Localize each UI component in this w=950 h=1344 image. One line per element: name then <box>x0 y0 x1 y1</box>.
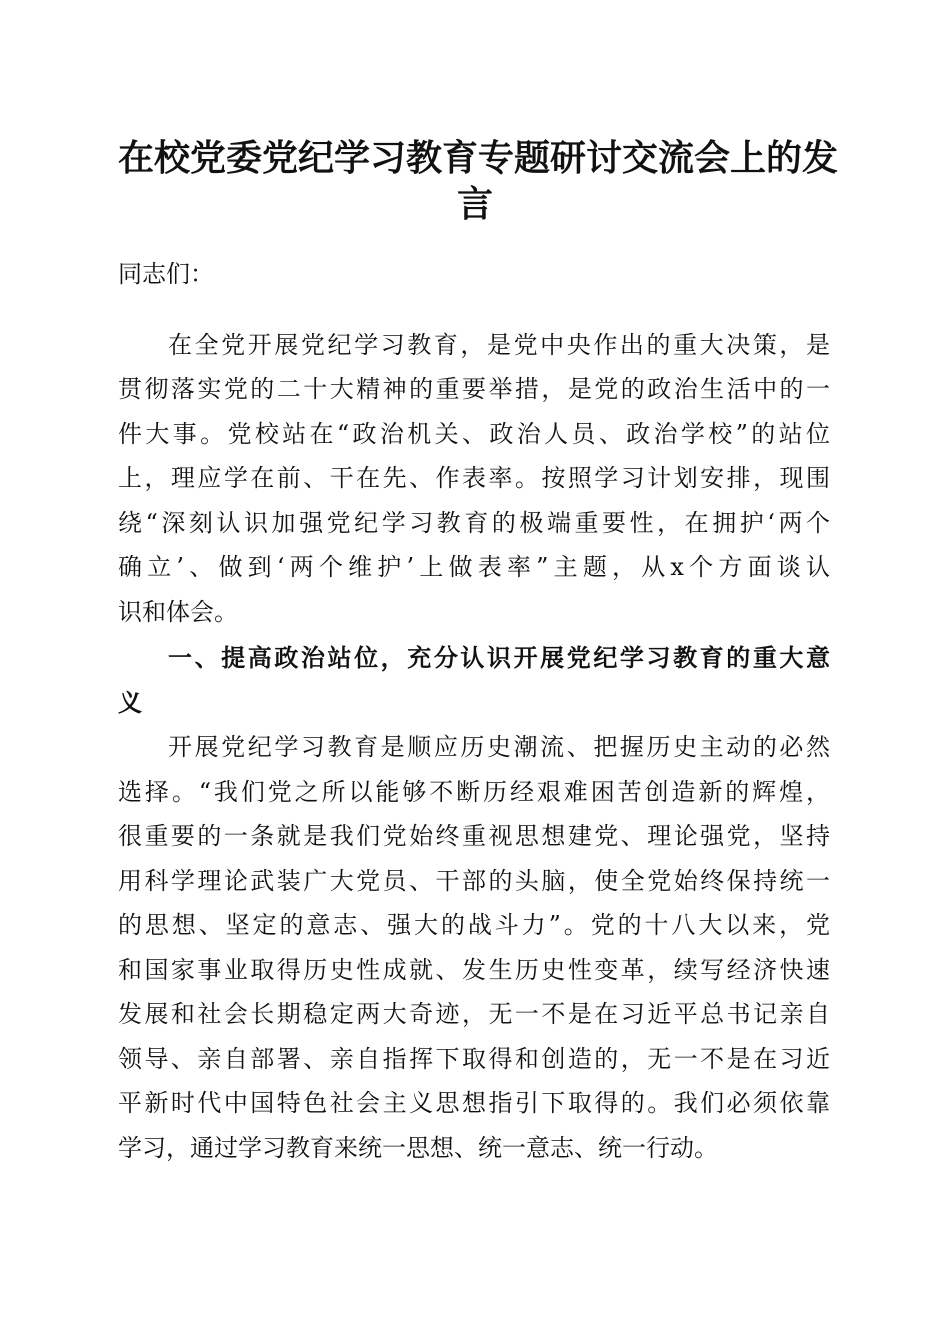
salutation: 同志们： <box>118 260 214 288</box>
text-line: 在全党开展党纪学习教育，是党中央作出的重大决策，是 <box>168 330 830 359</box>
text-line: 领导、亲自部署、亲自指挥下取得和创造的，无一不是在习近 <box>118 1044 830 1073</box>
text-line: 识和体会。 <box>118 597 238 626</box>
text-line: 和国家事业取得历史性成就、发生历史性变革，续写经济快速 <box>118 955 830 984</box>
text-line: 的思想、坚定的意志、强大的战斗力”。党的十八大以来，党 <box>118 911 830 939</box>
text-line: 贯彻落实党的二十大精神的重要举措，是党的政治生活中的一 <box>118 375 830 403</box>
body-paragraph <box>118 725 830 1170</box>
text-line: 件大事。党校站在“政治机关、政治人员、政治学校”的站位 <box>118 419 830 448</box>
text-line: 选择。“我们党之所以能够不断历经艰难困苦创造新的辉煌， <box>118 777 830 806</box>
text-line: 确立’、做到‘两个维护’上做表率”主题，从x个方面谈认 <box>118 553 830 581</box>
document-title <box>118 135 839 227</box>
text-line: 上，理应学在前、干在先、作表率。按照学习计划安排，现围 <box>118 464 830 492</box>
text-line: 用科学理论武装广大党员、干部的头脑，使全党始终保持统一 <box>118 866 830 895</box>
title-line: 在校党委党纪学习教育专题研讨交流会上的发 <box>118 137 839 179</box>
text-line: 发展和社会长期稳定两大奇迹，无一不是在习近平总书记亲自 <box>118 1000 830 1028</box>
text-line: 一、提高政治站位，充分认识开展党纪学习教育的重大意 <box>168 643 830 672</box>
text-line: 义 <box>118 687 142 717</box>
text-line: 很重要的一条就是我们党始终重视思想建党、理论强党，坚持 <box>118 822 830 850</box>
text-line: 绕“深刻认识加强党纪学习教育的极端重要性，在拥护‘两个 <box>118 508 830 537</box>
section-heading <box>118 636 830 725</box>
document-body <box>118 252 830 1170</box>
text-line: 学习，通过学习教育来统一思想、统一意志、统一行动。 <box>118 1133 718 1162</box>
title-line: 言 <box>456 183 493 225</box>
text-line: 平新时代中国特色社会主义思想指引下取得的。我们必须依靠 <box>118 1089 830 1117</box>
text-line: 开展党纪学习教育是顺应历史潮流、把握历史主动的必然 <box>168 733 830 761</box>
body-paragraph <box>118 323 830 635</box>
